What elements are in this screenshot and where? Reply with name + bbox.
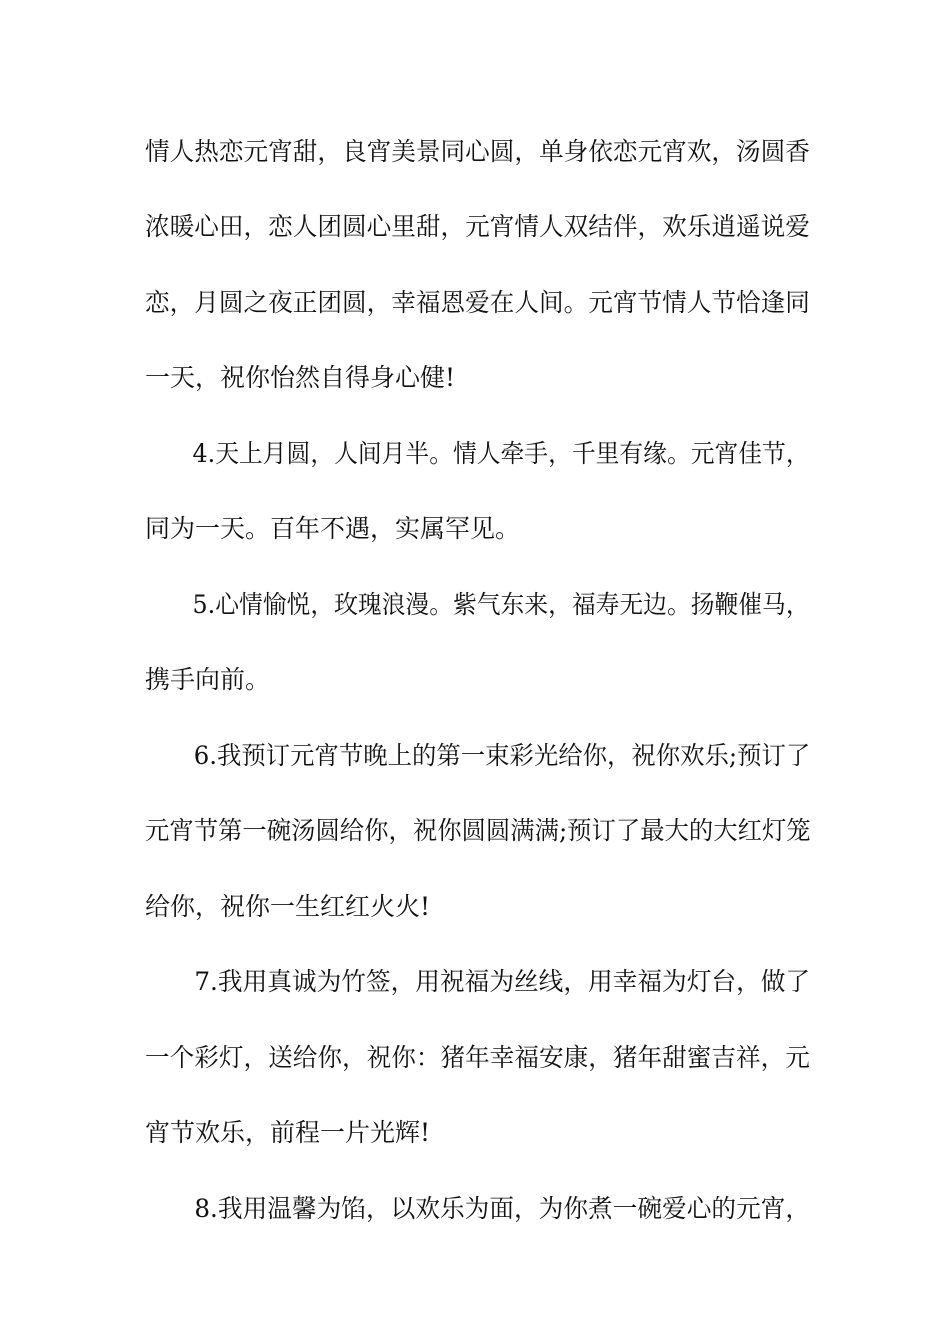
text-line: 7.我用真诚为竹签，用祝福为丝线，用幸福为灯台，做了	[194, 967, 811, 997]
paragraph-item-6	[145, 737, 810, 926]
text-line: 宵节欢乐，前程一片光辉!	[145, 1118, 431, 1148]
document-body	[145, 133, 810, 1265]
text-line: 6.我预订元宵节晚上的第一束彩光给你，祝你欢乐;预订了	[193, 740, 811, 770]
text-line: 浓暖心田，恋人团圆心里甜，元宵情人双结伴，欢乐逍遥说爱	[145, 212, 810, 242]
paragraph-1	[145, 133, 810, 397]
text-line: 5.心情愉悦，玫瑰浪漫。紫气东来，福寿无边。扬鞭催马，	[192, 589, 810, 619]
text-line: 恋，月圆之夜正团圆，幸福恩爱在人间。元宵节情人节恰逢同	[145, 287, 810, 317]
paragraph-item-5	[145, 586, 810, 699]
paragraph-item-7	[145, 963, 810, 1152]
paragraph-item-4	[145, 435, 810, 548]
text-line: 4.天上月圆，人间月半。情人牵手，千里有缘。元宵佳节，	[192, 438, 810, 468]
text-line: 一天，祝你怡然自得身心健!	[145, 363, 456, 393]
paragraph-item-8	[145, 1190, 810, 1228]
text-line: 情人热恋元宵甜，良宵美景同心圆，单身依恋元宵欢，汤圆香	[145, 137, 810, 166]
text-line: 一个彩灯，送给你，祝你：猪年幸福安康，猪年甜蜜吉祥，元	[145, 1042, 810, 1072]
text-line: 携手向前。	[145, 665, 271, 695]
text-line: 8.我用温馨为馅，以欢乐为面，为你煮一碗爱心的元宵，	[194, 1193, 811, 1223]
text-line: 元宵节第一碗汤圆给你，祝你圆圆满满;预订了最大的大红灯笼	[145, 816, 811, 846]
text-line: 给你，祝你一生红红火火!	[145, 891, 431, 921]
text-line: 同为一天。百年不遇，实属罕见。	[145, 514, 521, 544]
